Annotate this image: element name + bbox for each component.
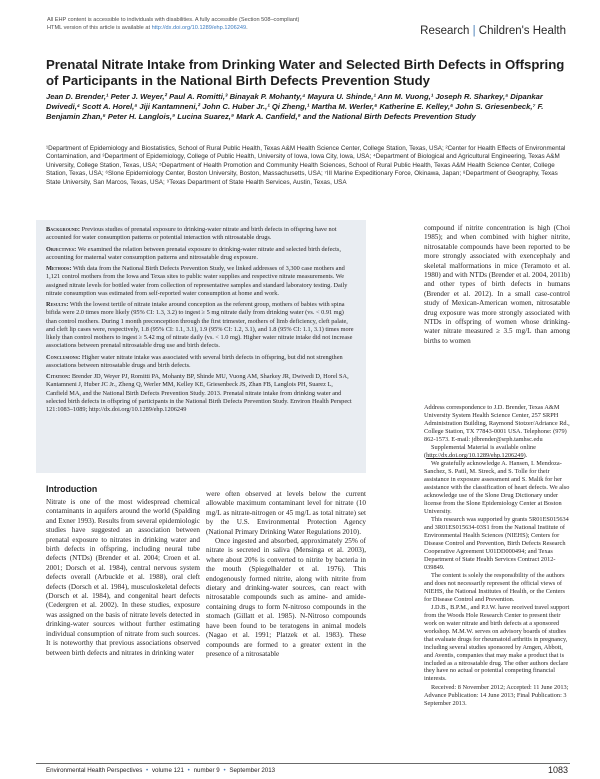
body-column-3 — [424, 224, 570, 346]
author-list: Jean D. Brender,¹ Peter J. Weyer,² Paul A. Romitti,³ Binayak P. Mohanty,⁴ Mayura U. Shinde,¹ Ann M. Vuong,¹ Joseph R. Sharkey,⁵ Dipankar Dwivedi,⁴ Scott A. Horel,⁵ Jiji Kantamneni,² John C. Huber Jr.,¹ Qi Zheng,¹ Martha M. Werler,⁶ Katherine E. Kelley,⁶ John S. Griesenbeck,⁷ F. Benjamin Zhan,⁸ Peter H. Langlois,⁹ Lucina Suarez,⁹ Mark A. Canfield,⁹ and the National Birth Defects Prevention Study — [46, 92, 544, 121]
abstract-methods-label: Methods: — [46, 265, 72, 272]
abstract-box — [36, 220, 366, 473]
doi-link-citation[interactable]: http://dx.doi.org/10.1289/ehp.1206249 — [88, 406, 187, 413]
body-column-2 — [206, 490, 366, 659]
abstract-citation-text: Brender JD, Weyer PJ, Romitti PA, Mohanty BP, Shinde MU, Vuong AM, Sharkey JR, Dwivedi D, Horel SA, Kantamneni J, Huber JC Jr., Zheng Q, Werler MM, Kelley KE, Griesenbeck JS, Zhan FB, Langlois PH, Suarez L, Canfield MA, and the National Birth Defects Prevention Study. 2013. Prenatal nitrate intake from drinking water and selected birth defects in offspring of participants in the National Birth Defects Prevention Study. Environ Health Perspect 121:1083–1089; — [46, 373, 352, 413]
footer-separator-1: • — [146, 767, 149, 774]
abstract-objectives — [46, 246, 356, 263]
intro-paragraph-1: Nitrate is one of the most widespread chemical contaminants in aquifers around the world (Spalding and Exner 1993). Results from several epidemiologic studies have suggested an association between prenatal exposure to nitrates in drinking water and birth defects in offspring, including neural tube defects (NTDs) (Brender et al. 2004; Croen et al. 2001; Dorsch et al. 1984), central nervous system defects overall (Arbuckle et al. 1988), oral cleft defects (Dorsch et al. 1984), musculoskeletal defects (Dorsch et al. 1984), and congenital heart defects (Cedergren et al. 2002). In these studies, exposure was assigned on the basis of nitrate levels detected in drinking-water sources without further estimating individual consumption of nitrate from such sources. It is noteworthy that previous associations observed between birth defects and nitrates in drinking water — [46, 498, 200, 657]
section-label — [420, 25, 566, 37]
abstract-citation-label: Citation: — [46, 373, 71, 380]
affiliations: ¹Department of Epidemiology and Biostatistics, School of Rural Public Health, Texas A&M Health Science Center, College Station, Texas, USA; ²Center for Health Effects of Environmental Contamination, and ³Department of Epidemiology, College of Public Health, University of Iowa, Iowa City, Iowa, USA; ⁴Department of Biological and Agricultural Engineering, Texas A&M University, College Station, Texas, USA; ⁵Department of Health Promotion and Community Health Sciences, School of Rural Public Health, Texas A&M Health Science Center, College Station, Texas, USA; ⁶Slone Epidemiology Center, Boston University, Boston, Massachusetts, USA; ⁷III Marine Expeditionary Force, Okinawa, Japan; ⁸Department of Geography, Texas State University, San Marcos, Texas, USA; ⁹Texas Department of State Health Services, Austin, Texas, USA — [46, 145, 566, 186]
footer-separator-2: • — [187, 767, 190, 774]
supplemental-note-suffix: ). — [523, 451, 528, 459]
intro-paragraph-3: Once ingested and absorbed, approximately 25% of nitrate is secreted in saliva (Mensinga et al. 2003), where about 20% is converted to nitrite by bacteria in the mouth (Spiegelhalder et al. 1976). This endogenously formed nitrite, along with nitrite from dietary and drinking-water sources, can react with nitrosatable compounds such as amine- and amide-containing drugs to form N-nitroso compounds in the stomach (Gillatt et al. 1985). N-Nitroso compounds have been found to be teratogens in animal models (Nagao et al. 1991; Platzek et al. 1983). These compounds are formed to a greater extent in the presence of a nitrosatable — [206, 537, 366, 658]
abstract-conclusions — [46, 354, 356, 371]
section-label-research: Research — [420, 25, 470, 37]
accessibility-note-suffix: . — [246, 25, 248, 31]
section-label-childrens-health: Children's Health — [478, 25, 566, 37]
funding-note: This research was supported by grants 5R01ES015634 and 3R01ES015634-03S1 from the National Institute of Environmental Health Sciences (NIEHS); Centers for Disease Control and Prevention, Birth Defects Research Cooperative Agreement U01DD000494; and Texas Department of State Health Services Contract 2012-039849. — [424, 516, 569, 571]
abstract-background-label: Background: — [46, 226, 81, 233]
footer-divider — [36, 763, 570, 764]
footer-separator-3: • — [223, 767, 226, 774]
accessibility-note-line1: All EHP content is accessible to individuals with disabilities. A fully accessible (Section 508–compliant) — [47, 17, 300, 23]
doi-link-header[interactable]: http://dx.doi.org/10.1289/ehp.1206249 — [151, 25, 247, 31]
competing-interests-note: J.D.B., B.P.M., and P.J.W. have received travel support from the Woods Hole Research Center to present their work on water nitrate and birth defects at a sponsored workshop. M.M.W. serves on advisory boards of studies that evaluate drugs for rheumatoid arthritis in pregnancy, including several studies sponsored by Amgen, Abbott, and Aventis, companies that may make a product that is included as a nitrosatable drug. The other authors declare they have no actual or potential competing financial interests. — [424, 604, 570, 683]
abstract-background — [46, 226, 356, 243]
correspondence-note: Address correspondence to J.D. Brender, Texas A&M University System Health Science Center, 257 SRPH Administration Building, Raymond Stotzer/Adriance Rd., College Station, TX 77843-0001 USA. Telephone: (979) 862-1573. E-mail: jdbrender@srph.tamhsc.edu — [424, 404, 570, 443]
intro-paragraph-4: compound if nitrite concentration is high (Choi 1985); and when combined with higher nitrite, nitrosatable compounds have been reported to be more strongly associated with exencephaly and skeletal malformations in mice (Teramoto et al. 1980) and with NTDs (Brender et al. 2004, 2011b) and other types of birth defects in humans (Brender et al. 2012). In a small case-control study of Mexican-American women, nitrosatable drug exposure was more strongly associated with NTDs in offspring of women whose drinking-water nitrate measured ≥ 3.5 mg/L than among births to women — [424, 224, 570, 345]
article-title: Prenatal Nitrate Intake from Drinking Water and Selected Birth Defects in Offspring of Participants in the National Birth Defects Prevention Study — [46, 57, 565, 88]
article-notes — [424, 404, 570, 708]
supplemental-note-prefix: Supplemental Material is available online ( — [424, 444, 536, 459]
footer-volume: volume 121 — [151, 767, 184, 774]
footer-date: September 2013 — [229, 767, 276, 774]
intro-paragraph-2: were often observed at levels below the current allowable maximum contaminant level for nitrate (10 mg/L as nitrate-nitrogen or 45 mg/L as total nitrate) set by the U.S. Environmental Protection Agency (National Primary Drinking Water Regulations 2010). — [206, 490, 366, 536]
abstract-background-text: Previous studies of prenatal exposure to drinking-water nitrate and birth defects in offspring have not accounted for water consumption patterns or potential interaction with nitrosatable drugs. — [46, 226, 337, 242]
abstract-methods-text: With data from the National Birth Defects Prevention Study, we linked addresses of 3,300 case mothers and 1,121 control mothers from the Iowa and Texas sites to public water supplies and respective nitrate measurements. We assigned nitrate levels for bottled water from collection of representative samples and standard laboratory testing. Daily nitrate consumption was estimated from self-reported water consumption at home and work. — [46, 265, 348, 297]
footer-journal-name: Environmental Health Perspectives — [46, 767, 143, 774]
page-number: 1083 — [547, 765, 568, 775]
abstract-conclusions-label: Conclusions: — [46, 353, 81, 361]
accessibility-note — [47, 16, 377, 32]
abstract-objectives-text: We examined the relation between prenatal exposure to drinking-water nitrate and selected birth defects, accounting for maternal water consumption patterns and nitrosatable drug exposure. — [46, 245, 341, 261]
abstract-objectives-label: Objectives: — [46, 245, 77, 253]
abstract-results-label: Results: — [46, 301, 69, 308]
footer-journal-info — [46, 767, 275, 774]
section-label-separator: | — [469, 25, 479, 37]
abstract-results-text: With the lowest tertile of nitrate intake around conception as the referent group, mothers of babies with spina bifida were 2.0 times more likely (95% CI: 1.3, 3.2) to ingest ≥ 5 mg nitrate daily from drinking water (vs. < 0.91 mg) than control mothers. During 1 month preconception through the first trimester, mothers of limb deficiency, cleft palate, and cleft lip cases were, respectively, 1.8 (95% CI: 1.1, 3.1), 1.9 (95% CI: 1.2, 3.1), and 1.8 (95% CI: 1.1, 3.1) times more likely than control mothers to ingest ≥ 5.42 mg of nitrate daily (vs. < 1.0 mg). Higher water nitrate intake did not increase associations between prenatal nitrosatable drug use and birth defects. — [46, 301, 354, 350]
disclaimer-note: The content is solely the responsibility of the authors and does not necessarily represent the official views of NIEHS, the National Institutes of Health, or the Centers for Disease Control and Prevention. — [424, 572, 565, 603]
publication-dates-note: Received: 8 November 2012; Accepted: 11 June 2013; Advance Publication: 14 June 2013; Final Publication: 3 September 2013. — [424, 683, 569, 707]
supplemental-note — [424, 444, 570, 460]
body-column-1 — [46, 498, 200, 658]
abstract-results — [46, 301, 356, 351]
accessibility-note-line2 — [47, 24, 377, 32]
footer-number: number 9 — [193, 767, 220, 774]
acknowledgments-note: We gratefully acknowledge A. Hansen, I. Mendoza-Sanchez, S. Patil, M. Streck, and S. Tolle for their assistance in exposure assessment and S. Malik for her assistance with the classification of heart defects. We also acknowledge use of the Slone Drug Dictionary under license from the Slone Epidemiology Center at Boston University. — [424, 460, 570, 515]
abstract-methods — [46, 265, 356, 298]
abstract-conclusions-text: Higher water nitrate intake was associated with several birth defects in offspring, but did not strengthen associations between nitrosatable drugs and birth defects. — [46, 353, 343, 369]
introduction-heading: Introduction — [46, 484, 98, 494]
supplemental-link[interactable]: http://dx.doi.org/10.1289/ehp.1206249 — [426, 451, 524, 459]
abstract-citation — [46, 373, 356, 414]
accessibility-note-prefix: HTML version of this article is available at — [47, 25, 152, 31]
